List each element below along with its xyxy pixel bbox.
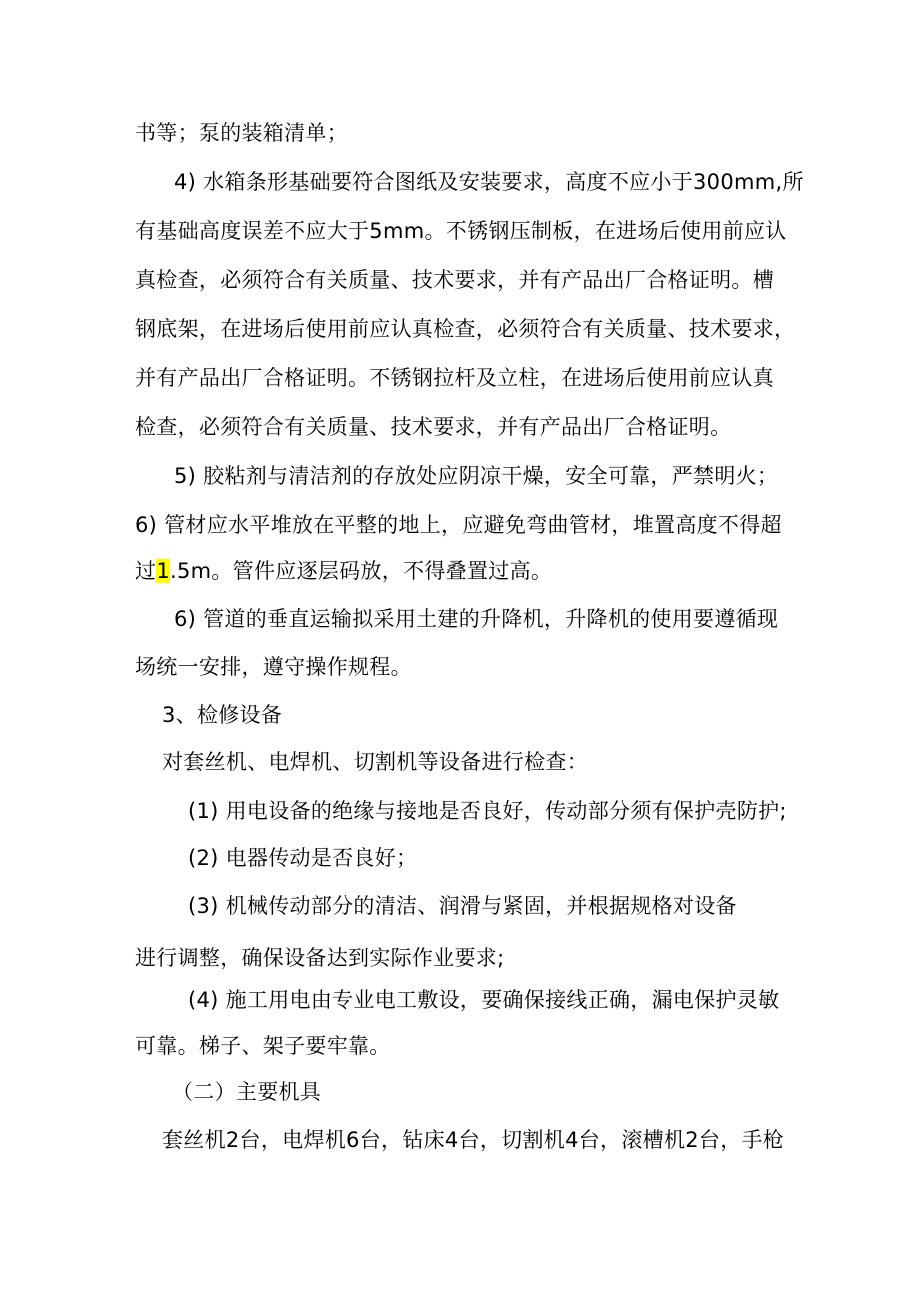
text-line-4: 真检查，必须符合有关质量、技术要求，并有产品出厂合格证明。槽 [135,268,774,292]
text-line-5: 钢底架，在进场后使用前应认真检查，必须符合有关质量、技术要求， [135,317,796,341]
text-line-19: (4) 施工用电由专业电工敷设，要确保接线正确，漏电保护灵敏 [188,988,780,1012]
text-line-12: 场统一安排，遵守操作规程。 [135,655,412,679]
text-line-1: 书等；泵的装箱清单； [135,121,348,145]
text-line-2: 4) 水箱条形基础要符合图纸及安装要求，高度不应小于300mm,所 [174,170,804,194]
text-line-10 [135,556,552,586]
highlighted-text: 1 [156,559,170,583]
text-line-22: 套丝机2台，电焊机6台，钻床4台，切割机4台，滚槽机2台，手枪 [162,1128,785,1152]
text-line-11: 6) 管道的垂直运输拟采用土建的升降机，升降机的使用要遵循现 [174,607,779,631]
text-line-14: 对套丝机、电焊机、切割机等设备进行检查： [162,750,588,774]
text-line-3: 有基础高度误差不应大于5mm。不锈钢压制板，在进场后使用前应认 [135,219,787,243]
text-line-18: 进行调整，确保设备达到实际作业要求; [135,946,505,970]
text-line-9: 6) 管材应水平堆放在平整的地上，应避免弯曲管材，堆置高度不得超 [135,513,782,537]
text-line-20: 可靠。梯子、架子要牢靠。 [135,1034,391,1058]
text-line-17: (3) 机械传动部分的清洁、润滑与紧固，并根据规格对设备 [188,894,737,918]
text-line-8: 5) 胶粘剂与清洁剂的存放处应阴凉干燥，安全可靠，严禁明火； [174,464,779,488]
text-line-16: (2) 电器传动是否良好； [188,846,418,870]
text-line-15: (1) 用电设备的绝缘与接地是否良好，传动部分须有保护壳防护; [188,799,787,823]
text-line-6: 并有产品出厂合格证明。不锈钢拉杆及立柱，在进场后使用前应认真 [135,366,774,390]
text-line-10-after: .5m。管件应逐层码放，不得叠置过高。 [169,559,553,583]
section-heading-2: （二）主要机具 [172,1080,322,1104]
text-line-7: 检查，必须符合有关质量、技术要求，并有产品出厂合格证明。 [135,415,732,439]
text-line-10-before: 过 [135,559,157,583]
section-heading-3: 3、检修设备 [162,703,283,727]
